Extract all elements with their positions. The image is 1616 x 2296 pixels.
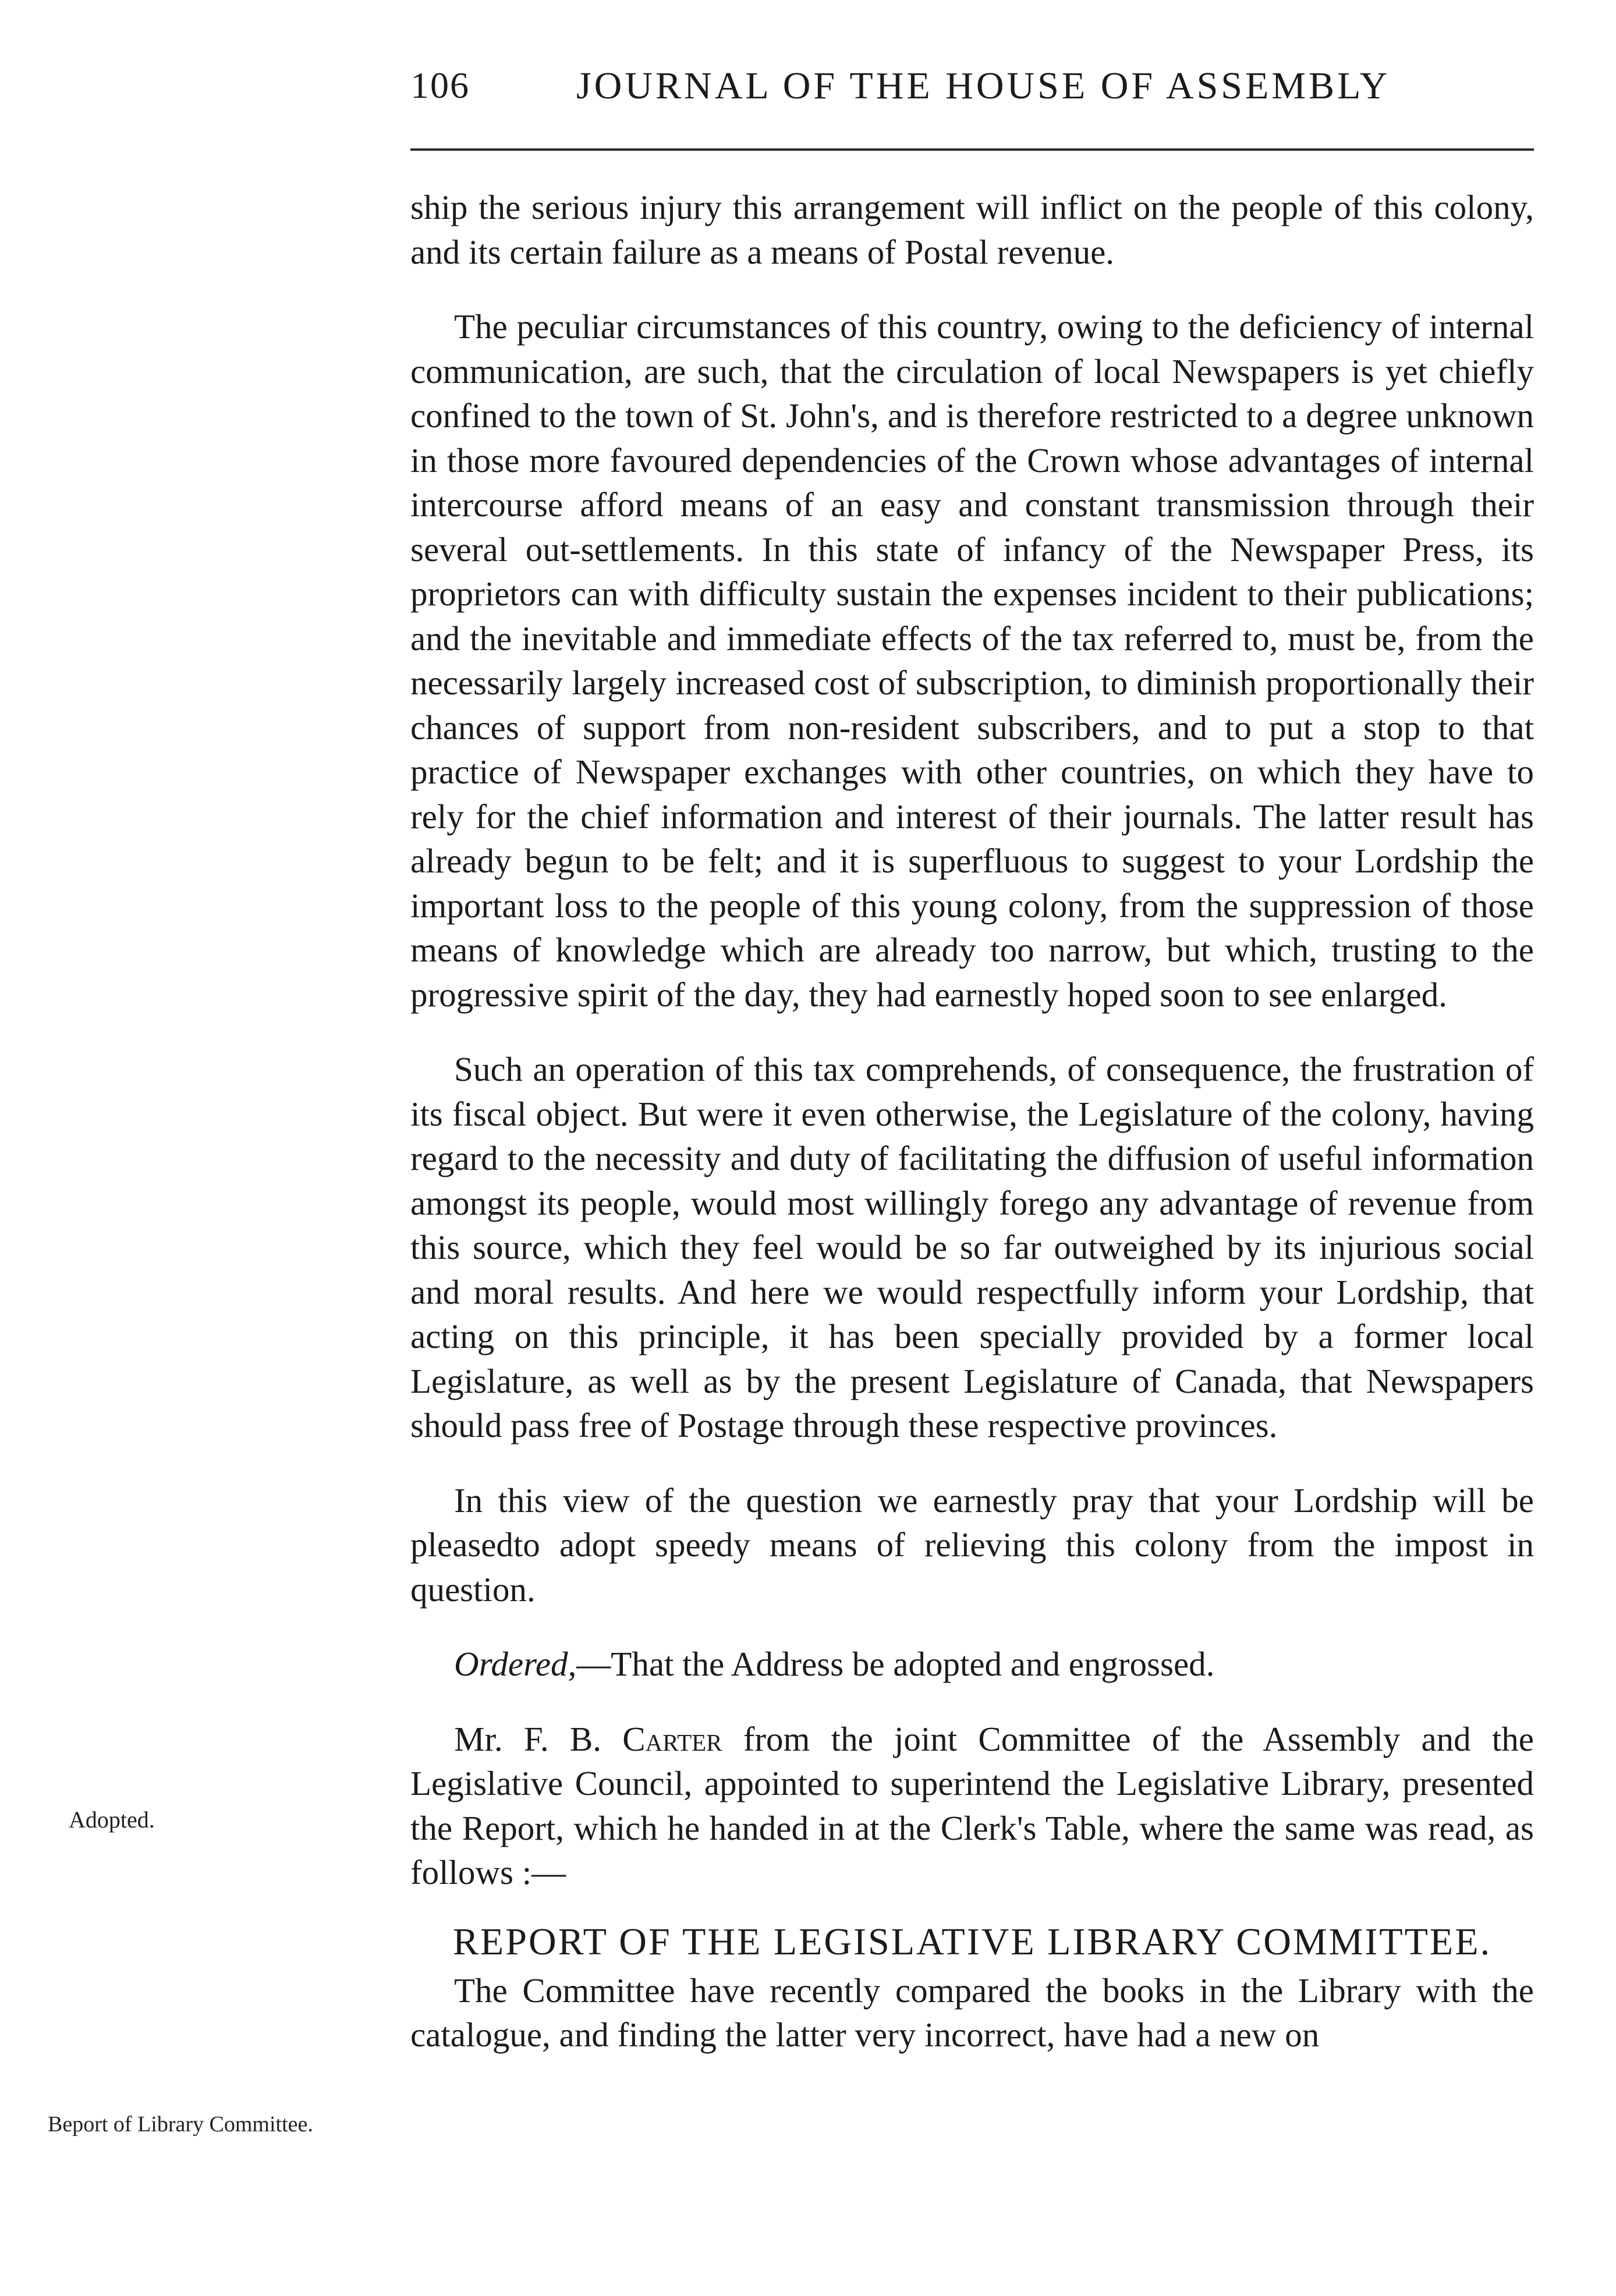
paragraph-carter-report xyxy=(410,1717,1534,1895)
header-rule xyxy=(410,148,1534,151)
report-heading: REPORT OF THE LEGISLATIVE LIBRARY COMMITTEE. xyxy=(452,1920,1492,1963)
carter-text: from the joint Committee of the Assembly and the Legislative Council, appointed to superintend the Legislative Library, presented the Report, which he handed in at the Clerk's Table, where the same was read, as follows :— xyxy=(410,1719,1534,1892)
paragraph-peculiar-circumstances: The peculiar circumstances of this country, owing to the deficiency of internal communication, are such, that the circulation of local Newspapers is yet chiefly confined to the town of St. John's, and is therefore restricted to a degree unknown in those more favoured dependencies of the Crown whose advantages of internal intercourse afford means of an easy and constant transmission through their several out-settlements. In this state of infancy of the Newspaper Press, its proprietors can with difficulty sustain the expenses incident to their publications; and the inevitable and immediate effects of the tax referred to, must be, from the necessarily largely increased cost of subscription, to diminish proportionally their chances of support from non-resident subscribers, and to put a stop to that practice of Newspaper exchanges with other countries, on which they have to rely for the chief information and interest of their journals. The latter result has already begun to be felt; and it is superfluous to suggest to your Lordship the important loss to the people of this young colony, from the suppression of those means of knowledge which are already too narrow, but which, trusting to the progressive spirit of the day, they had earnestly hoped soon to see enlarged. xyxy=(410,307,1534,1014)
main-text-column xyxy=(410,185,1534,2057)
paragraph-committee-catalogue: The Committee have recently compared the books in the Library with the catalogue, and finding the latter very incorrect, have had a new on xyxy=(410,1971,1534,2054)
paragraph-ordered xyxy=(410,1642,1534,1687)
running-title: JOURNAL OF THE HOUSE OF ASSEMBLY xyxy=(576,65,1391,107)
paragraph-postal-injury: ship the serious injury this arrangement will inflict on the people of this colony, and its certain failure as a means of Postal revenue. xyxy=(410,188,1534,271)
margin-note-adopted: Adopted. xyxy=(69,1807,155,1833)
paragraph-prayer: In this view of the question we earnestly pray that your Lordship will be pleasedto adopt speedy means of relieving this colony from the impost in question. xyxy=(410,1481,1534,1609)
margin-note-library-committee: Beport of Library Committee. xyxy=(48,2112,313,2137)
ordered-text: —That the Address be adopted and engrossed. xyxy=(576,1645,1215,1683)
page-number: 106 xyxy=(410,65,470,106)
paragraph-tax-operation: Such an operation of this tax comprehends, of consequence, the frustration of its fiscal object. But were it even otherwise, the Legislature of the colony, having regard to the necessity and duty of facilitating the diffusion of useful information amongst its people, would most willingly forego any advantage of revenue from this source, which they feel would be so far outweighed by its injurious social and moral results. And here we would respectfully inform your Lordship, that acting on this principle, it has been specially provided by a former local Legislature, as well as by the present Legislature of Canada, that Newspapers should pass free of Postage through these respective provinces. xyxy=(410,1050,1534,1445)
page-header xyxy=(0,0,1616,163)
carter-name: Carter xyxy=(622,1719,722,1758)
ordered-label: Ordered, xyxy=(454,1645,577,1683)
carter-prefix: Mr. F. B. xyxy=(454,1719,623,1758)
